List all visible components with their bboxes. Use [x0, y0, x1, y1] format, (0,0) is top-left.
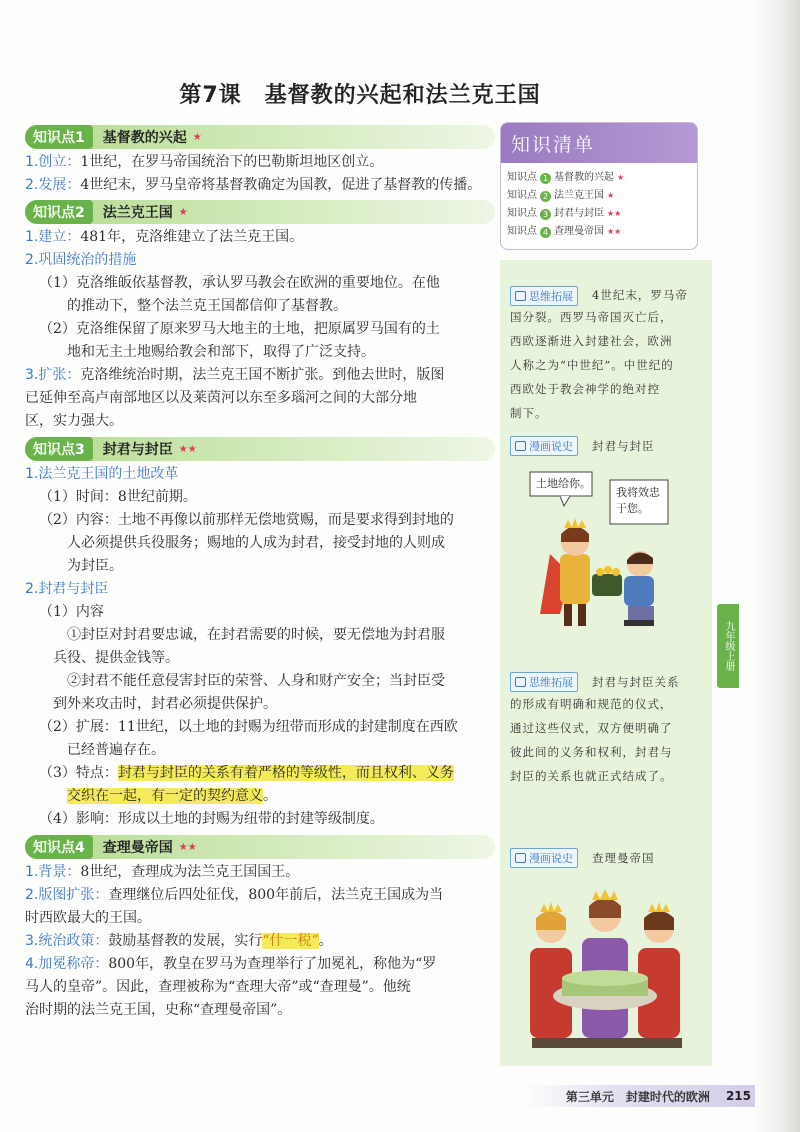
kp3-a2b: 人必须提供兵役服务；赐地的人成为封君，接受封地的人则成 — [67, 535, 445, 551]
kp2-line-3a: 3.扩张：克洛维统治时期，法兰克王国不断扩张。到他去世时，版图 — [25, 367, 445, 383]
ext1-tag: 思维拓展 — [510, 286, 578, 306]
ext2-tag: 思维拓展 — [510, 672, 578, 692]
kp3-b1: （1）内容 — [39, 604, 104, 620]
kp3-b2b: 已经普遍存在。 — [67, 742, 165, 758]
note-icon — [515, 291, 526, 301]
knowledge-checklist — [500, 122, 698, 250]
kp3-b1-1a: ①封臣对封君要忠诚，在封君需要的时候，要无偿地为封君服 — [67, 627, 445, 643]
kp2-measure-1b: 的推动下，整个法兰克王国都信仰了基督教。 — [67, 298, 347, 314]
page-footer — [525, 1085, 755, 1107]
main-content — [25, 122, 495, 1022]
comic2-tag: 漫画说史 — [510, 848, 578, 868]
checklist-item: 知识点 1 基督教的兴起 ★ — [507, 172, 625, 183]
kp2-measure-1a: （1）克洛维皈依基督教，承认罗马教会在欧洲的重要地位。在他 — [39, 275, 440, 291]
kp3-stars: ★★ — [178, 443, 197, 455]
kp1-title: 基督教的兴起 — [102, 130, 187, 146]
kp3-b1-2b: 到外来攻击时，封君必须提供保护。 — [53, 696, 277, 712]
comic-icon — [515, 441, 526, 451]
page-edge — [754, 0, 800, 1132]
kp1-header — [25, 125, 495, 149]
kp3-tag: 知识点3 — [25, 437, 93, 461]
kp4-line-4a: 4.加冕称帝：800年，教皇在罗马为查理举行了加冕礼，称他为“罗 — [25, 956, 437, 972]
kp4-title: 查理曼帝国 — [102, 840, 173, 856]
checklist-item: 知识点 2 法兰克王国 ★ — [507, 190, 615, 201]
kp4-line-3: 3.统治政策：鼓励基督教的发展，实行“什一税”。 — [25, 933, 333, 949]
highlight-feature-cont: 交织在一起，有一定的契约意义 — [67, 788, 263, 804]
kp3-a1: （1）时间：8世纪前期。 — [39, 489, 197, 505]
checklist-title: 知识清单 — [501, 123, 697, 163]
kp3-b1-1b: 兵役、提供金钱等。 — [53, 650, 179, 666]
kp4-tag: 知识点4 — [25, 835, 93, 859]
kp1-line-1: 1.创立：1世纪，在罗马帝国统治下的巴勒斯坦地区创立。 — [25, 154, 384, 170]
kp2-line-1: 1.建立：481年，克洛维建立了法兰克王国。 — [25, 229, 304, 245]
kp2-tag: 知识点2 — [25, 200, 93, 224]
kp2-subheading: 2.巩固统治的措施 — [25, 252, 137, 268]
kp1-stars: ★ — [192, 131, 202, 143]
comic-charlemagne — [522, 878, 692, 1058]
footer-unit: 第三单元 封建时代的欧洲 — [565, 1089, 710, 1104]
page-number: 215 — [725, 1089, 751, 1103]
kp3-a2a: （2）内容：土地不再像以前那样无偿地赏赐，而是要求得到封地的 — [39, 512, 454, 528]
note-icon — [515, 677, 526, 687]
kp3-b3a: （3）特点：封君与封臣的关系有着严格的等级性，而且权利、义务 — [39, 765, 454, 781]
kp3-title: 封君与封臣 — [102, 442, 173, 458]
kp3-subheading-1: 1.法兰克王国的土地改革 — [25, 466, 179, 482]
comic-icon — [515, 853, 526, 863]
side-panel — [500, 260, 712, 1066]
comic1-tag: 漫画说史 — [510, 436, 578, 456]
kp4-stars: ★★ — [178, 841, 197, 853]
bubble-loyalty-a: 我将效忠 — [616, 486, 660, 499]
highlight-feature: 封君与封臣的关系有着严格的等级性，而且权利、义务 — [117, 765, 454, 781]
kp2-measure-2a: （2）克洛维保留了原来罗马大地主的土地，把原属罗马国有的土 — [39, 321, 440, 337]
kp1-tag: 知识点1 — [25, 125, 93, 149]
kp3-b2a: （2）扩展：11世纪，以土地的封赐为纽带而形成的封建制度在西欧 — [39, 719, 458, 735]
kp4-line-1: 1.背景：8世纪，查理成为法兰克王国国王。 — [25, 864, 300, 880]
kp2-stars: ★ — [178, 206, 188, 218]
ext1-line-0: 4世纪末，罗马帝 — [592, 288, 688, 302]
kp3-header — [25, 437, 495, 461]
kp1-line-2: 2.发展：4世纪末，罗马皇帝将基督教确定为国教，促进了基督教的传播。 — [25, 177, 482, 193]
bubble-loyalty-b: 于您。 — [616, 502, 649, 515]
kp4-line-4b: 马人的皇帝”。因此，查理被称为“查理大帝”或“查理曼”。他统 — [25, 979, 411, 995]
kp3-b1-2a: ②封君不能任意侵害封臣的荣誉、人身和财产安全；当封臣受 — [67, 673, 445, 689]
ext1-body: 国分裂。西罗马帝国灭亡后， 西欧逐渐进入封建社会，欧洲 人称之为“中世纪”。中世纪的 西欧处于教会神学的绝对控 制下。 — [510, 310, 674, 420]
kp3-a2c: 为封臣。 — [67, 558, 123, 574]
kp4-line-4c: 治时期的法兰克王国，史称“查理曼帝国”。 — [25, 1002, 292, 1018]
comic2-title: 查理曼帝国 — [592, 851, 655, 865]
kp3-subheading-2: 2.封君与封臣 — [25, 581, 109, 597]
kp2-header — [25, 200, 495, 224]
kp2-measure-2b: 地和无主土地赐给教会和部下，取得了广泛支持。 — [67, 344, 375, 360]
checklist-item: 知识点 4 查理曼帝国 ★★ — [507, 226, 622, 237]
grade-tab: 九年级上册 — [717, 604, 739, 688]
kp3-b3b: 交织在一起，有一定的契约意义。 — [67, 788, 277, 804]
lesson-title: 第7课 基督教的兴起和法兰克王国 — [179, 83, 541, 108]
kp2-line-3c: 区，实力强大。 — [25, 413, 123, 429]
ext2-line-0: 封君与封臣关系 — [592, 675, 680, 689]
checklist-item: 知识点 3 封君与封臣 ★★ — [507, 208, 622, 219]
kp3-b4: （4）影响：形成以土地的封赐为纽带的封建等级制度。 — [39, 811, 384, 827]
bubble-land: 土地给你。 — [536, 477, 591, 490]
kp2-title: 法兰克王国 — [102, 205, 173, 221]
kp2-line-3b: 已延伸至高卢南部地区以及莱茵河以东至多瑙河之间的大部分地 — [25, 390, 417, 406]
ext2-body: 的形成有明确和规范的仪式， 通过这些仪式，双方便明确了 彼此间的义务和权利，封君与 封臣的关系也就正式结成了。 — [510, 697, 673, 783]
kp4-header — [25, 835, 495, 859]
comic1-title: 封君与封臣 — [592, 439, 655, 453]
kp4-line-2b: 时西欧最大的王国。 — [25, 910, 151, 926]
kp4-line-2a: 2.版图扩张：查理继位后四处征伐，800年前后，法兰克王国成为当 — [25, 887, 444, 903]
